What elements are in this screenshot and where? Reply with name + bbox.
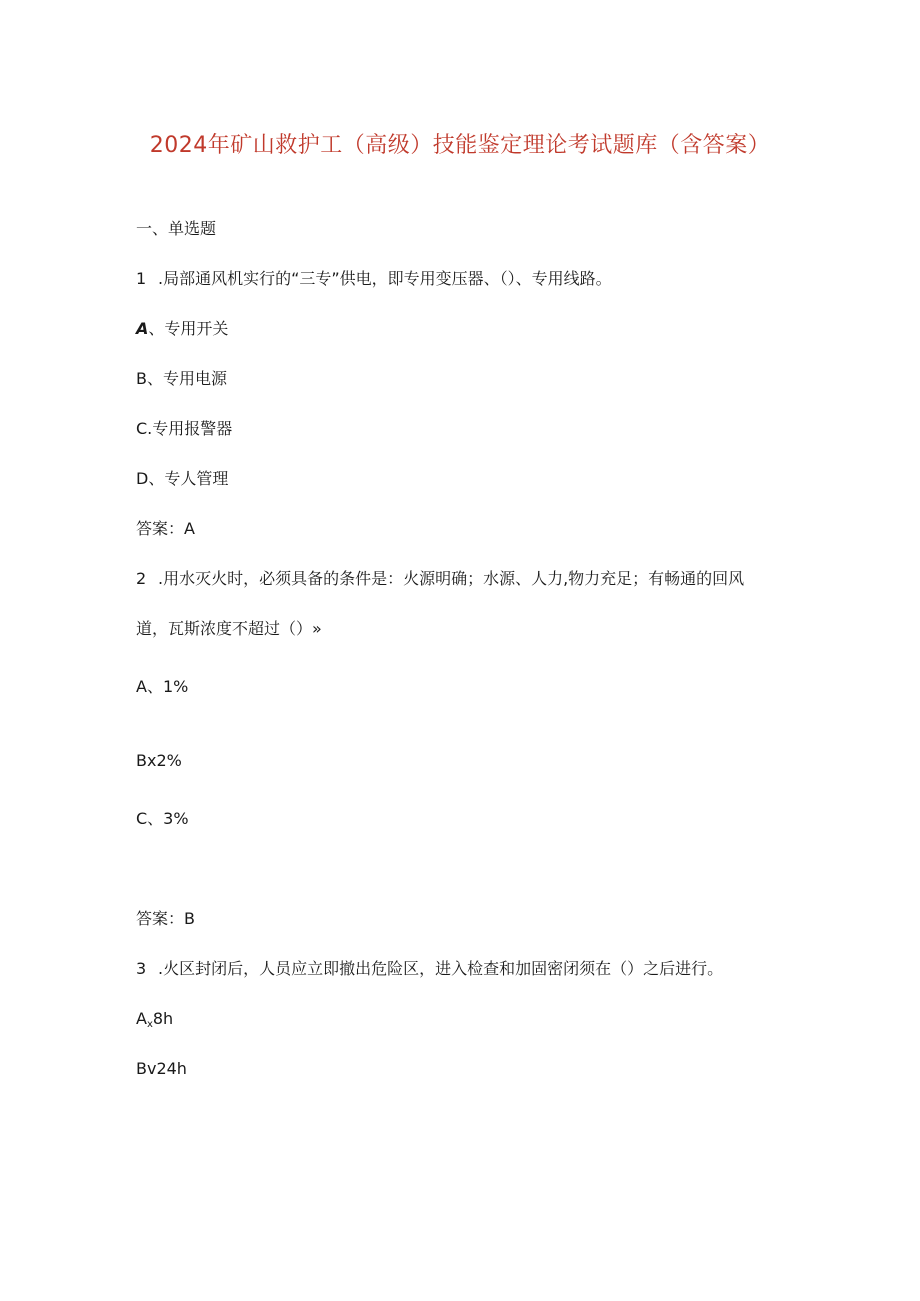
question-1-option-c: C.专用报警器 <box>136 419 233 438</box>
option-text: 、专用开关 <box>148 319 229 338</box>
question-1-option-d: D、专人管理 <box>136 469 229 488</box>
question-3-text: .火区封闭后，人员应立即撤出危险区，进入检查和加固密闭须在（）之后进行。 <box>158 959 724 978</box>
option-sub-mark: x <box>146 1019 153 1030</box>
question-1-number: 1 <box>136 269 147 288</box>
question-1-stem <box>136 267 612 291</box>
question-3-stem <box>136 957 723 981</box>
question-2-stem-line2: 道，瓦斯浓度不超过（）» <box>136 619 322 638</box>
question-3-option-a <box>136 1007 173 1037</box>
option-letter: A <box>136 319 149 338</box>
question-3-number: 3 <box>136 959 147 978</box>
question-1-option-a <box>136 317 228 341</box>
question-2-option-b: Bx2% <box>136 751 182 770</box>
question-1-option-b: B、专用电源 <box>136 369 227 388</box>
question-2-stem-line1 <box>136 567 744 591</box>
question-2-option-a: A、1% <box>136 677 189 696</box>
question-2-answer: 答案：B <box>136 909 195 928</box>
option-text: 8h <box>152 1009 174 1028</box>
option-letter: A <box>136 1009 147 1028</box>
question-2-text: .用水灭火时，必须具备的条件是：火源明确；水源、人力,物力充足；有畅通的回风 <box>158 569 745 588</box>
question-3-option-b: Bv24h <box>136 1059 187 1078</box>
question-1-text: .局部通风机实行的“三专”供电，即专用变压器、（）、专用线路。 <box>158 269 612 288</box>
question-2-option-c: C、3% <box>136 809 189 828</box>
section-heading: 一、单选题 <box>136 219 217 238</box>
question-1-answer: 答案：A <box>136 519 195 538</box>
document-title: 2024年矿山救护工（高级）技能鉴定理论考试题库（含答案） <box>149 133 771 158</box>
question-2-number: 2 <box>136 569 147 588</box>
